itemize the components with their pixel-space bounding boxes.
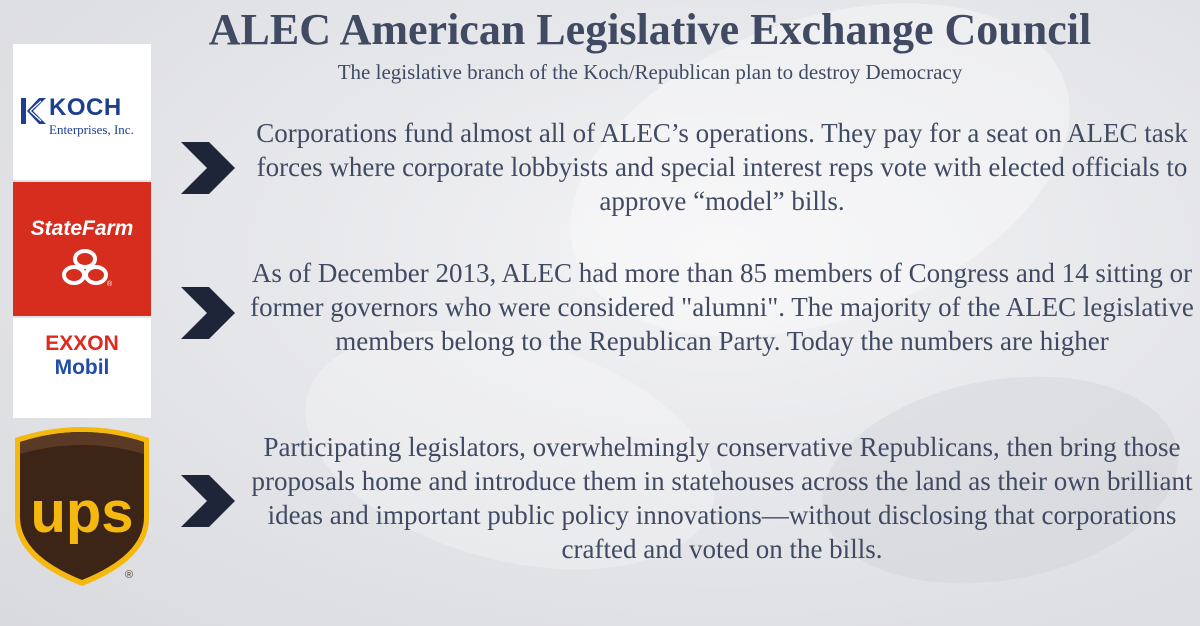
koch-name: KOCH <box>49 94 122 121</box>
chevron-right-icon <box>181 287 235 339</box>
mobil-name: Mobil <box>54 356 110 379</box>
exxonmobil-logo <box>13 318 151 418</box>
exxon-name: EXXON <box>45 332 119 355</box>
paragraph-corporate-funding: Corporations fund almost all of ALEC’s operations. They pay for a seat on ALEC task forces where corporate lobbyists and special interest reps vote with elected officials to approve “model” bills. <box>256 118 1188 216</box>
statefarm-logo <box>13 182 151 316</box>
koch-mark-icon <box>21 96 47 126</box>
ups-registered-mark: ® <box>125 569 134 581</box>
statefarm-name: StateFarm <box>30 217 134 240</box>
ups-logo <box>13 420 151 590</box>
koch-subtitle: Enterprises, Inc. <box>49 122 134 137</box>
ups-shield-icon <box>13 420 151 590</box>
statefarm-ovals-icon <box>57 248 113 288</box>
ups-name: ups <box>30 480 134 545</box>
chevron-right-icon <box>181 142 235 194</box>
page-title: ALEC American Legislative Exchange Council <box>208 5 1092 54</box>
statefarm-registered-mark: ® <box>107 281 113 288</box>
koch-logo <box>13 44 151 180</box>
paragraph-members-of-congress: As of December 2013, ALEC had more than 85 members of Congress and 14 sitting or former governors who were considered "alumni". The majority of the ALEC legislative members belong to the Republican Party. Today the numbers are higher <box>250 258 1194 356</box>
paragraph-participating-legislators: Participating legislators, overwhelmingly conservative Republicans, then bring those proposals home and introduce them in statehouses across the land as their own brilliant ideas and important public policy innovations—without disclosing that corporations crafted and voted on the bills. <box>251 432 1193 564</box>
chevron-right-icon <box>181 475 235 527</box>
page-subtitle: The legislative branch of the Koch/Republican plan to destroy Democracy <box>337 60 963 84</box>
